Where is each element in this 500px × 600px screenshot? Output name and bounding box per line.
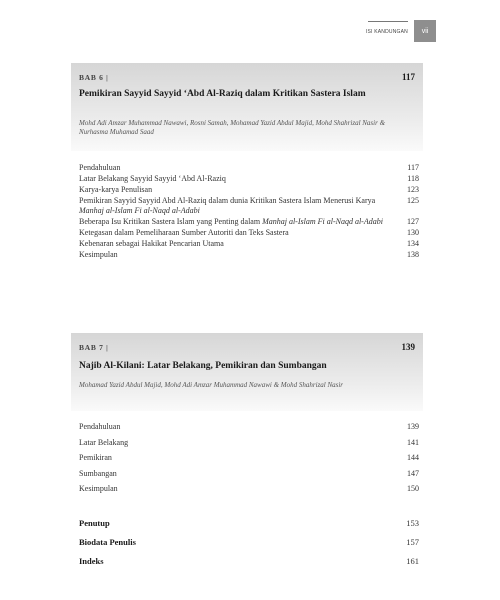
entry-title: Biodata Penulis [79, 537, 136, 547]
toc-entry[interactable] [79, 438, 419, 448]
chapter-6-authors: Mohd Adi Amzar Muhammad Nawawi, Rosni Samah, Mohamad Yazid Abdul Majid, Mohd Shahrizal Nasir & Nurhasma Muhamad Saad [79, 119, 386, 136]
chapter-7-page: 139 [401, 342, 415, 352]
toc-entry[interactable] [79, 196, 419, 215]
entry-title: Kesimpulan [79, 249, 118, 259]
chapter-7-title: Najib Al-Kilani: Latar Belakang, Pemikiran dan Sumbangan [79, 361, 327, 371]
toc-entry[interactable] [79, 228, 419, 238]
toc-entry-penutup[interactable] [79, 518, 419, 528]
toc-entry-indeks[interactable] [79, 556, 419, 566]
entry-page: 134 [407, 238, 419, 248]
entry-title [79, 196, 385, 215]
entry-title-main: Pemikiran Sayyid Sayyid Abd Al-Raziq dalam dunia Kritikan Sastera Islam Menerusi Karya [79, 196, 376, 205]
entry-title: Pendahuluan [79, 163, 121, 172]
toc-entry[interactable] [79, 239, 419, 249]
page-number-tab [414, 20, 436, 42]
entry-page: 147 [407, 468, 419, 478]
chapter-7-authors: Mohamad Yazid Abdul Majid, Mohd Adi Amzar Muhammad Nawawi & Mohd Shahrizal Nasir [79, 381, 344, 389]
entry-title: Ketegasan dalam Pemeliharaan Sumber Autoriti dan Teks Sastera [79, 227, 289, 237]
entry-page: 161 [406, 556, 419, 566]
chapter-7-header [71, 333, 423, 411]
entry-page: 157 [406, 537, 419, 547]
entry-title: Pemikiran [79, 453, 112, 462]
toc-entry[interactable] [79, 185, 419, 195]
entry-page: 144 [407, 453, 419, 462]
entry-page: 150 [407, 484, 419, 493]
toc-entry[interactable] [79, 163, 419, 173]
running-head: ISI KANDUNGAN [365, 29, 408, 35]
toc-entry[interactable] [79, 217, 419, 227]
end-matter [79, 518, 419, 575]
chapter-7-entries [79, 422, 419, 500]
entry-page: 127 [407, 216, 419, 226]
entry-title-italic: Manhaj al-Islam Fi al-Naqd al-Adabi [79, 205, 200, 215]
entry-page: 117 [407, 163, 419, 172]
entry-title: Latar Belakang Sayyid Sayyid ‘Abd Al-Raziq [79, 174, 226, 183]
entry-page: 141 [407, 437, 419, 447]
toc-entry[interactable] [79, 250, 419, 260]
entry-page: 125 [407, 196, 419, 205]
toc-entry[interactable] [79, 422, 419, 432]
entry-title: Indeks [79, 556, 104, 566]
entry-page: 138 [407, 249, 419, 259]
entry-title-main: Beberapa Isu Kritikan Sastera Islam yang Penting dalam [79, 216, 263, 226]
entry-title: Kebenaran sebagai Hakikat Pencarian Utama [79, 238, 224, 248]
entry-title: Pendahuluan [79, 422, 121, 431]
entry-title: Karya-karya Penulisan [79, 185, 153, 194]
entry-title-italic: Manhaj al-Islam Fi al-Naqd al-Adabi [262, 216, 383, 226]
toc-entry[interactable] [79, 174, 419, 184]
chapter-6-label: BAB 6 | [79, 73, 109, 82]
toc-entry[interactable] [79, 484, 419, 494]
entry-title [79, 217, 385, 227]
entry-page: 130 [407, 227, 419, 237]
chapter-6-title: Pemikiran Sayyid Sayyid ‘Abd Al-Raziq dalam Kritikan Sastera Islam [79, 89, 366, 99]
entry-page: 153 [406, 518, 419, 528]
chapter-6-entries [79, 163, 419, 261]
entry-title: Sumbangan [79, 468, 117, 478]
chapter-6-header [71, 63, 423, 151]
entry-page: 123 [407, 185, 419, 194]
chapter-7-label: BAB 7 | [79, 343, 109, 352]
header-rule [368, 21, 408, 22]
entry-page: 118 [407, 174, 419, 183]
page-number: vii [421, 27, 429, 35]
entry-title: Penutup [79, 518, 110, 528]
toc-entry[interactable] [79, 453, 419, 463]
entry-title: Kesimpulan [79, 484, 118, 493]
toc-entry[interactable] [79, 469, 419, 479]
toc-entry-biodata[interactable] [79, 537, 419, 547]
chapter-6-page: 117 [401, 72, 415, 82]
entry-page: 139 [407, 422, 419, 431]
entry-title: Latar Belakang [79, 437, 129, 447]
